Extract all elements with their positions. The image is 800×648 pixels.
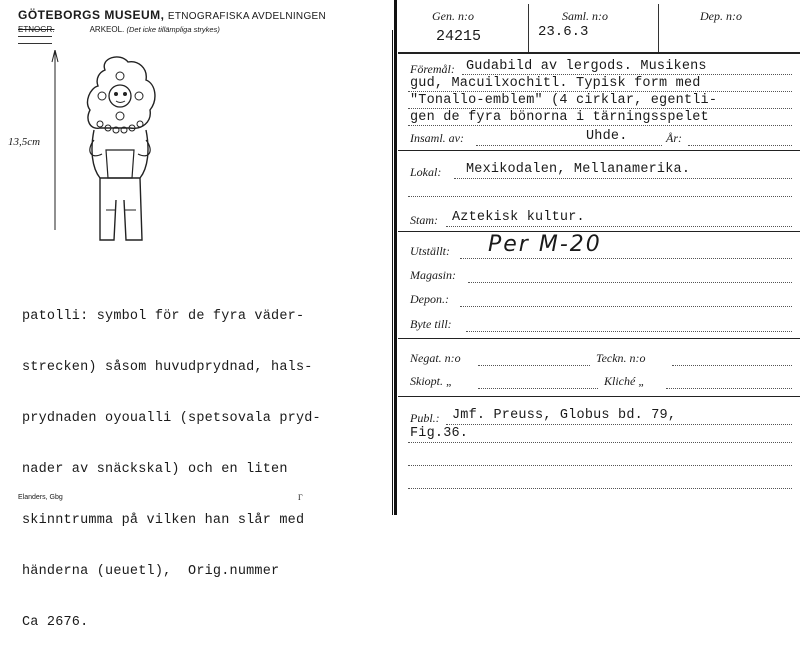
- foremal-label: Föremål:: [410, 62, 455, 76]
- foot-mark: Γ: [298, 493, 303, 502]
- foremal-line: gud, Macuilxochitl. Typisk form med: [410, 76, 701, 91]
- foremal-line: "Tonallo-emblem" (4 cirklar, egentli-: [410, 93, 718, 108]
- rule: [478, 365, 590, 366]
- description-line: strecken) såsom huvudprydnad, hals-: [22, 360, 313, 375]
- magasin-label: Magasin:: [410, 268, 456, 282]
- rule: [408, 196, 792, 197]
- card-divider-inner: [392, 30, 393, 515]
- description-line: Ca 2676.: [22, 615, 89, 630]
- section-rule: [398, 150, 800, 151]
- rule: [460, 306, 792, 307]
- scale-label: 13,5cm: [8, 136, 41, 148]
- rule: [666, 388, 792, 389]
- depon-label: Depon.:: [410, 292, 449, 306]
- header-subline: [18, 25, 220, 34]
- teckn-label: Teckn. n:o: [596, 351, 646, 365]
- rule: [468, 282, 792, 283]
- card-divider: [394, 0, 397, 515]
- rule: [408, 465, 792, 466]
- dep-label: Dep. n:o: [700, 9, 742, 23]
- description-text: [22, 274, 321, 648]
- foremal-line: gen de fyra bönorna i tärningsspelet: [410, 110, 709, 125]
- insaml-label: Insaml. av:: [410, 131, 464, 145]
- description-line: skinntrumma på vilken han slår med: [22, 513, 305, 528]
- kliche-label: Kliché „: [604, 374, 645, 388]
- insaml-value: Uhde.: [586, 129, 628, 144]
- rule: [688, 145, 792, 146]
- figurine-drawing: [50, 50, 180, 260]
- rule: [408, 488, 792, 489]
- col-sep-1: [528, 4, 529, 52]
- col-sep-2: [658, 4, 659, 52]
- publ-label: Publ.:: [410, 411, 440, 425]
- department-name: ETNOGRAFISKA AVDELNINGEN: [167, 11, 327, 22]
- lokal-label: Lokal:: [410, 165, 442, 179]
- rule: [408, 108, 792, 109]
- foremal-line: Gudabild av lergods. Musikens: [466, 59, 707, 74]
- lokal-value: Mexikodalen, Mellanamerika.: [466, 162, 691, 177]
- stam-label: Stam:: [410, 213, 438, 227]
- rule: [672, 365, 792, 366]
- header-rule: [398, 52, 800, 54]
- rule: [478, 388, 598, 389]
- strike-note: (Det icke tillämpliga strykes): [126, 25, 220, 34]
- stam-value: Aztekisk kultur.: [452, 210, 585, 225]
- saml-label: Saml. n:o: [562, 9, 608, 23]
- byte-label: Byte till:: [410, 317, 452, 331]
- description-line: nader av snäckskal) och en liten: [22, 462, 288, 477]
- museum-name: GÖTEBORGS MUSEUM,: [18, 8, 165, 22]
- publ-line: Jmf. Preuss, Globus bd. 79,: [452, 408, 677, 423]
- section-rule: [398, 338, 800, 339]
- rule: [460, 258, 792, 259]
- rule: [476, 145, 662, 146]
- etnogr-struck: ETNOGR.: [18, 25, 55, 34]
- publ-line: Fig.36.: [410, 426, 469, 441]
- rule: [408, 91, 792, 92]
- saml-number: 23.6.3: [538, 24, 589, 40]
- gen-number: 24215: [436, 28, 482, 45]
- printer-mark: Elanders, Gbg: [18, 494, 63, 501]
- section-rule: [398, 396, 800, 397]
- ar-label: År:: [666, 131, 682, 145]
- description-line: händerna (ueuetl), Orig.nummer: [22, 564, 280, 579]
- utstallt-value: Per M-20: [488, 232, 602, 257]
- gen-label: Gen. n:o: [432, 9, 474, 23]
- rule: [446, 226, 792, 227]
- rule: [466, 331, 792, 332]
- rule: [462, 74, 792, 75]
- rule: [454, 178, 792, 179]
- description-line: prydnaden oyoualli (spetsovala pryd-: [22, 411, 321, 426]
- rule: [408, 125, 792, 126]
- rule: [446, 424, 792, 425]
- museum-header: [18, 8, 326, 22]
- description-line: patolli: symbol för de fyra väder-: [22, 309, 305, 324]
- negat-label: Negat. n:o: [410, 351, 461, 365]
- arkeol-label: ARKEOL.: [89, 25, 125, 34]
- skiopt-label: Skiopt. „: [410, 374, 453, 388]
- rule: [408, 442, 792, 443]
- struck-underline: [18, 36, 52, 44]
- utstallt-label: Utställt:: [410, 244, 451, 258]
